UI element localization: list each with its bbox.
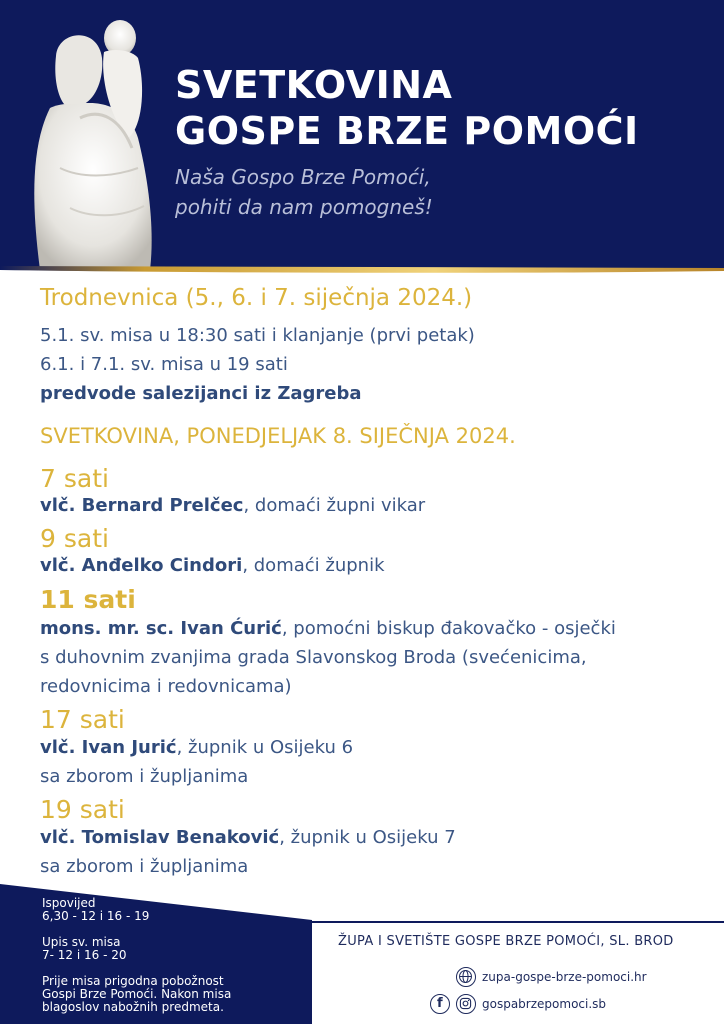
- footer-divider: [312, 921, 724, 923]
- mass-time-19: 19 sati: [40, 795, 125, 824]
- confession-label: Ispovijed: [42, 896, 96, 910]
- celebrant-name: vlč. Bernard Prelčec: [40, 495, 244, 516]
- celebrant-name: vlč. Tomislav Benaković: [40, 827, 280, 848]
- celebrant-name: mons. mr. sc. Ivan Ćurić: [40, 618, 282, 639]
- gold-divider: [0, 266, 724, 274]
- celebrant-role: , domaći župnik: [242, 555, 385, 576]
- triduum-line-1: 5.1. sv. misa u 18:30 sati i klanjanje (prvi petak): [40, 325, 475, 346]
- celebrant-role: , pomoćni biskup đakovačko - osječki: [281, 618, 616, 639]
- mass-celebrant-19: [40, 823, 456, 852]
- title-line-2: GOSPE BRZE POMOĆI: [175, 109, 639, 153]
- feast-heading: SVETKOVINA, PONEDJELJAK 8. SIJEČNJA 2024.: [40, 424, 516, 448]
- mass-celebrant-7: [40, 491, 425, 520]
- celebrant-name: vlč. Ivan Jurić: [40, 737, 177, 758]
- mass-time-11: 11 sati: [40, 585, 136, 614]
- mass-11-line-2: s duhovnim zvanjima grada Slavonskog Broda (svećenicima,: [40, 647, 587, 668]
- mass-time-9: 9 sati: [40, 524, 109, 553]
- social-handle[interactable]: gospabrzepomoci.sb: [482, 997, 607, 1011]
- mass-register-hours: 7- 12 i 16 - 20: [42, 948, 127, 962]
- parish-name: ŽUPA I SVETIŠTE GOSPE BRZE POMOĆI, SL. BROD: [338, 934, 674, 949]
- note-line-1: Prije misa prigodna pobožnost: [42, 974, 224, 988]
- subtitle-line-1: Naša Gospo Brze Pomoći,: [175, 165, 431, 189]
- subtitle: [175, 162, 433, 222]
- triduum-line-3: predvode salezijanci iz Zagreba: [40, 383, 362, 404]
- instagram-icon[interactable]: [456, 994, 476, 1014]
- celebrant-role: , domaći župni vikar: [243, 495, 426, 516]
- celebrant-name: vlč. Anđelko Cindori: [40, 555, 243, 576]
- facebook-icon[interactable]: f: [430, 994, 450, 1014]
- mass-register-label: Upis sv. misa: [42, 935, 121, 949]
- triduum-heading: Trodnevnica (5., 6. i 7. siječnja 2024.): [40, 285, 473, 311]
- mass-11-line-3: redovnicima i redovnicama): [40, 676, 292, 697]
- header-banner: [0, 0, 724, 268]
- mass-17-line-2: sa zborom i župljanima: [40, 766, 249, 787]
- mass-19-line-2: sa zborom i župljanima: [40, 856, 249, 877]
- mass-time-17: 17 sati: [40, 705, 125, 734]
- subtitle-line-2: pohiti da nam pomogneš!: [175, 195, 433, 219]
- mass-celebrant-17: [40, 733, 353, 762]
- title-line-1: SVETKOVINA: [175, 63, 453, 107]
- page-title: [175, 62, 639, 154]
- globe-icon: [456, 967, 476, 987]
- madonna-statue-image: [20, 8, 170, 268]
- website-link[interactable]: zupa-gospe-brze-pomoci.hr: [482, 970, 647, 984]
- note-line-3: blagoslov nabožnih predmeta.: [42, 1000, 224, 1014]
- confession-hours: 6,30 - 12 i 16 - 19: [42, 909, 150, 923]
- mass-celebrant-9: [40, 551, 385, 580]
- triduum-line-2: 6.1. i 7.1. sv. misa u 19 sati: [40, 354, 288, 375]
- note-line-2: Gospi Brze Pomoći. Nakon misa: [42, 987, 232, 1001]
- mass-time-7: 7 sati: [40, 464, 109, 493]
- celebrant-role: , župnik u Osijeku 7: [279, 827, 456, 848]
- celebrant-role: , župnik u Osijeku 6: [176, 737, 354, 758]
- mass-celebrant-11: [40, 614, 616, 643]
